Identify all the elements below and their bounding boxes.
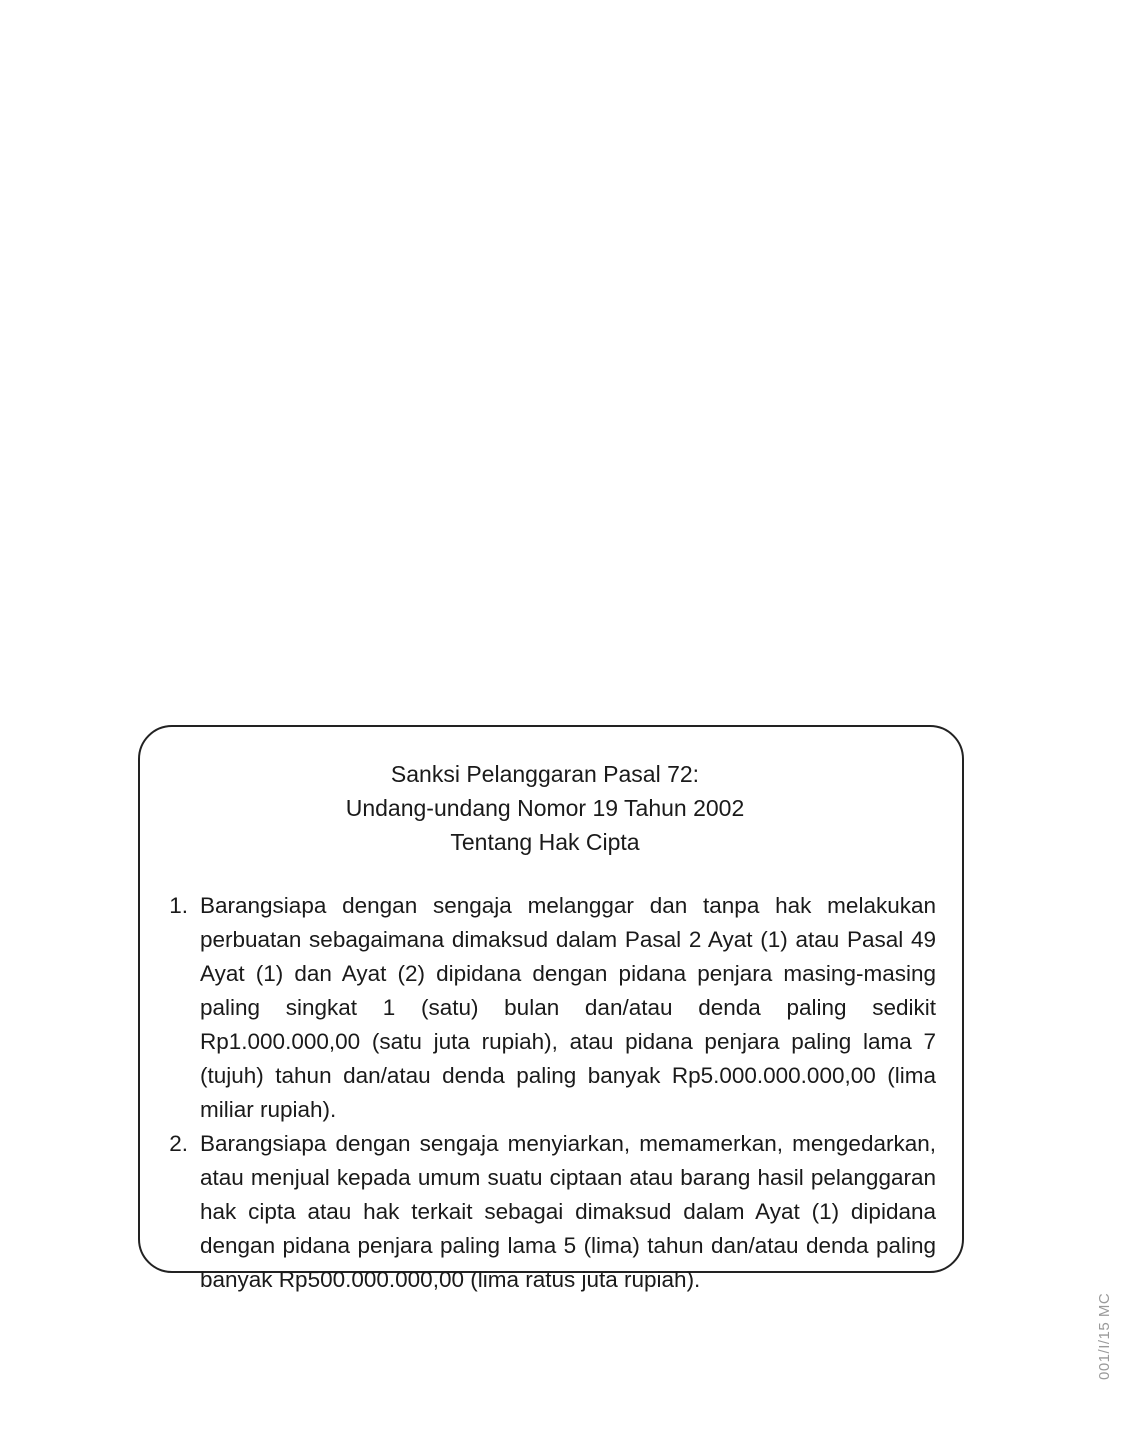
print-code: 001/I/15 MC (1096, 1292, 1113, 1380)
notice-title-line-1: Sanksi Pelanggaran Pasal 72: (390, 761, 700, 787)
notice-title (154, 757, 936, 859)
list-item (154, 1127, 936, 1297)
list-item-text: Barangsiapa dengan sengaja menyiarkan, memamerkan, mengedarkan, atau menjual kepada umum suatu ciptaan atau barang hasil pelanggaran hak cipta atau hak terkait sebagai dimaksud dalam Ayat (1) dipidana dengan pidana penjara paling lama 5 (lima) tahun dan/atau denda paling banyak Rp500.000.000,00 (lima ratus juta rupiah). (200, 1131, 936, 1292)
copyright-sanction-box (138, 725, 964, 1292)
sanction-list (154, 889, 936, 1297)
notice-title-line-3: Tentang Hak Cipta (450, 829, 640, 855)
list-item-number: 2. (169, 1131, 188, 1156)
list-item (154, 889, 936, 1127)
list-item-text: Barangsiapa dengan sengaja melanggar dan tanpa hak melakukan perbuatan sebagaimana dimaksud dalam Pasal 2 Ayat (1) atau Pasal 49 Ayat (1) dan Ayat (2) dipidana dengan pidana penjara masing-masing paling singkat 1 (satu) bulan dan/atau denda paling sedikit Rp1.000.000,00 (satu juta rupiah), atau pidana penjara paling lama 7 (tujuh) tahun dan/atau denda paling banyak Rp5.000.000.000,00 (lima miliar rupiah). (200, 893, 936, 1122)
list-item-number: 1. (169, 893, 188, 918)
notice-title-line-2: Undang-undang Nomor 19 Tahun 2002 (345, 795, 745, 821)
